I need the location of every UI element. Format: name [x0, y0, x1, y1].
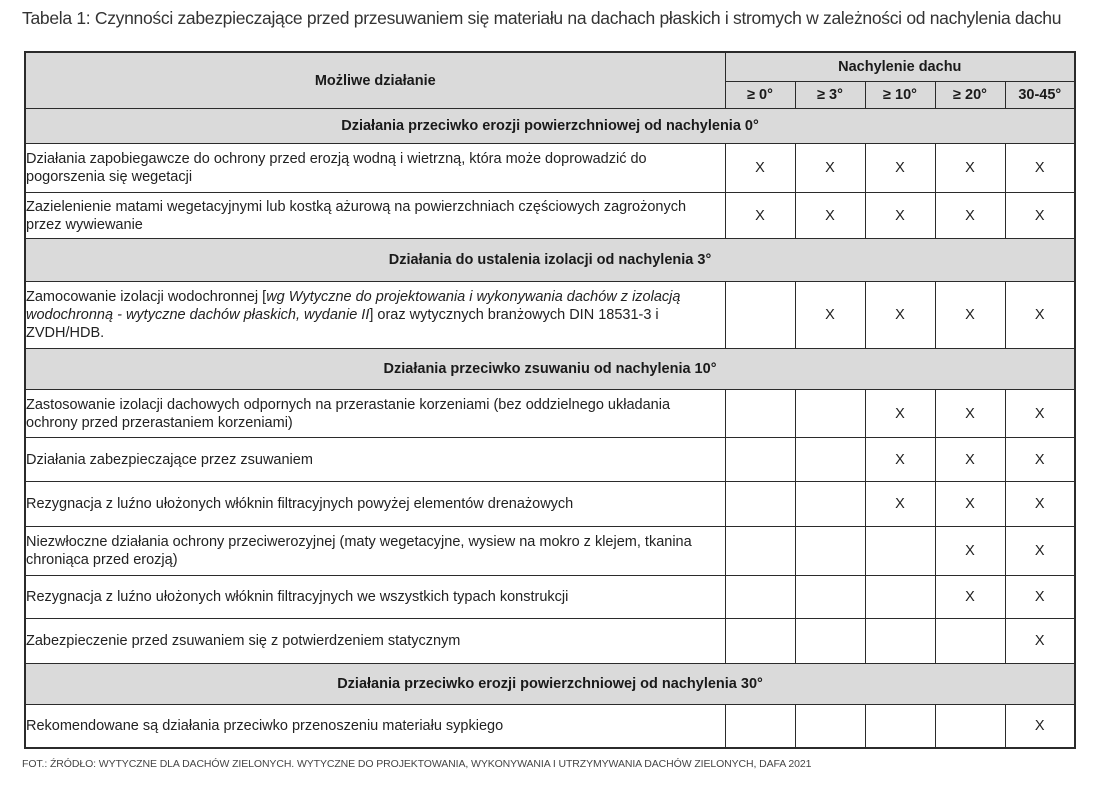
table-row [25, 527, 1075, 576]
mark-cell: X [1005, 193, 1075, 239]
mark-cell: X [935, 390, 1005, 438]
section-title: Działania przeciwko erozji powierzchniowej od nachylenia 30° [25, 664, 1075, 705]
table-row [25, 619, 1075, 664]
table-row [25, 482, 1075, 527]
table-row [25, 705, 1075, 748]
mark-cell [865, 527, 935, 576]
mark-cell [795, 390, 865, 438]
table-row [25, 438, 1075, 482]
mark-cell: X [1005, 527, 1075, 576]
action-text-part: Zamocowanie izolacji wodochronnej [ [26, 289, 267, 305]
mark-cell [865, 576, 935, 619]
mark-cell: X [935, 482, 1005, 527]
mark-cell: X [795, 282, 865, 349]
section-title: Działania do ustalenia izolacji od nachylenia 3° [25, 239, 1075, 282]
action-text-italic: wg Wytyczne do projektowania i wykonywania dachów z izolacją wodochronną - wytyczne dachów płaskich, wydanie II [26, 289, 681, 323]
action-text: Rekomendowane są działania przeciwko przenoszeniu materiału sypkiego [25, 705, 725, 748]
header-degree: ≥ 3° [795, 82, 865, 109]
table-row [25, 576, 1075, 619]
header-degree: ≥ 10° [865, 82, 935, 109]
action-text: Rezygnacja z luźno ułożonych włóknin filtracyjnych powyżej elementów drenażowych [25, 482, 725, 527]
mark-cell [725, 482, 795, 527]
action-text: Rezygnacja z luźno ułożonych włóknin filtracyjnych we wszystkich typach konstrukcji [25, 576, 725, 619]
mark-cell: X [865, 438, 935, 482]
mark-cell: X [1005, 390, 1075, 438]
mark-cell [935, 619, 1005, 664]
table-caption: Tabela 1: Czynności zabezpieczające przed przesuwaniem się materiału na dachach płaskich i stromych w zależności od nachylenia dachu [22, 8, 1062, 28]
mark-cell: X [795, 193, 865, 239]
mark-cell: X [1005, 482, 1075, 527]
header-possible-action: Możliwe działanie [25, 52, 725, 109]
mark-cell: X [1005, 438, 1075, 482]
header-degree: ≥ 20° [935, 82, 1005, 109]
mark-cell [795, 705, 865, 748]
table-row [25, 390, 1075, 438]
mark-cell [725, 705, 795, 748]
mark-cell: X [725, 193, 795, 239]
header-roof-slope: Nachylenie dachu [725, 52, 1075, 82]
source-footnote: FOT.: ŹRÓDŁO: WYTYCZNE DLA DACHÓW ZIELONYCH. WYTYCZNE DO PROJEKTOWANIA, WYKONYWANIA I UTRZYMYWANIA DACHÓW ZIELONYCH, DAFA 2021 [22, 758, 812, 770]
header-degree: ≥ 0° [725, 82, 795, 109]
mark-cell: X [1005, 282, 1075, 349]
section-title: Działania przeciwko zsuwaniu od nachylenia 10° [25, 349, 1075, 390]
mark-cell: X [1005, 619, 1075, 664]
mark-cell [865, 705, 935, 748]
mark-cell: X [865, 482, 935, 527]
mark-cell [725, 438, 795, 482]
mark-cell [795, 527, 865, 576]
mark-cell: X [935, 438, 1005, 482]
mark-cell: X [865, 193, 935, 239]
mark-cell: X [725, 144, 795, 193]
mark-cell: X [865, 390, 935, 438]
mark-cell: X [865, 144, 935, 193]
table-row [25, 193, 1075, 239]
action-text: Zabezpieczenie przed zsuwaniem się z potwierdzeniem statycznym [25, 619, 725, 664]
mark-cell [795, 576, 865, 619]
action-text: Działania zapobiegawcze do ochrony przed erozją wodną i wietrzną, która może doprowadzić do pogorszenia się wegetacji [25, 144, 725, 193]
mark-cell: X [935, 193, 1005, 239]
action-text-part: ] oraz wytycznych branżowych DIN 18531-3 i ZVDH/HDB. [26, 307, 659, 341]
action-text: Działania zabezpieczające przez zsuwaniem [25, 438, 725, 482]
mark-cell [795, 619, 865, 664]
mark-cell [725, 576, 795, 619]
header-degree: 30-45° [1005, 82, 1075, 109]
mark-cell [795, 438, 865, 482]
mark-cell: X [935, 527, 1005, 576]
mark-cell: X [865, 282, 935, 349]
mark-cell: X [935, 144, 1005, 193]
mark-cell: X [1005, 144, 1075, 193]
mark-cell: X [935, 282, 1005, 349]
mark-cell [725, 527, 795, 576]
mark-cell [725, 619, 795, 664]
mark-cell [725, 390, 795, 438]
table-row [25, 282, 1075, 349]
mark-cell [865, 619, 935, 664]
action-text: Zazielenienie matami wegetacyjnymi lub kostką ażurową na powierzchniach częściowych zagrożonych przez wywiewanie [25, 193, 725, 239]
table-row [25, 144, 1075, 193]
mark-cell: X [795, 144, 865, 193]
section-title: Działania przeciwko erozji powierzchniowej od nachylenia 0° [25, 109, 1075, 144]
action-text: Zastosowanie izolacji dachowych odpornych na przerastanie korzeniami (bez oddzielnego układania ochrony przed przerastaniem korzeniami) [25, 390, 725, 438]
mark-cell: X [1005, 705, 1075, 748]
mark-cell [795, 482, 865, 527]
action-text [25, 282, 725, 349]
mark-cell [725, 282, 795, 349]
mark-cell: X [1005, 576, 1075, 619]
mark-cell [935, 705, 1005, 748]
action-text: Niezwłoczne działania ochrony przeciwerozyjnej (maty wegetacyjne, wysiew na mokro z klejem, tkanina chroniąca przed erozją) [25, 527, 725, 576]
mark-cell: X [935, 576, 1005, 619]
slope-measures-table [24, 51, 1076, 749]
